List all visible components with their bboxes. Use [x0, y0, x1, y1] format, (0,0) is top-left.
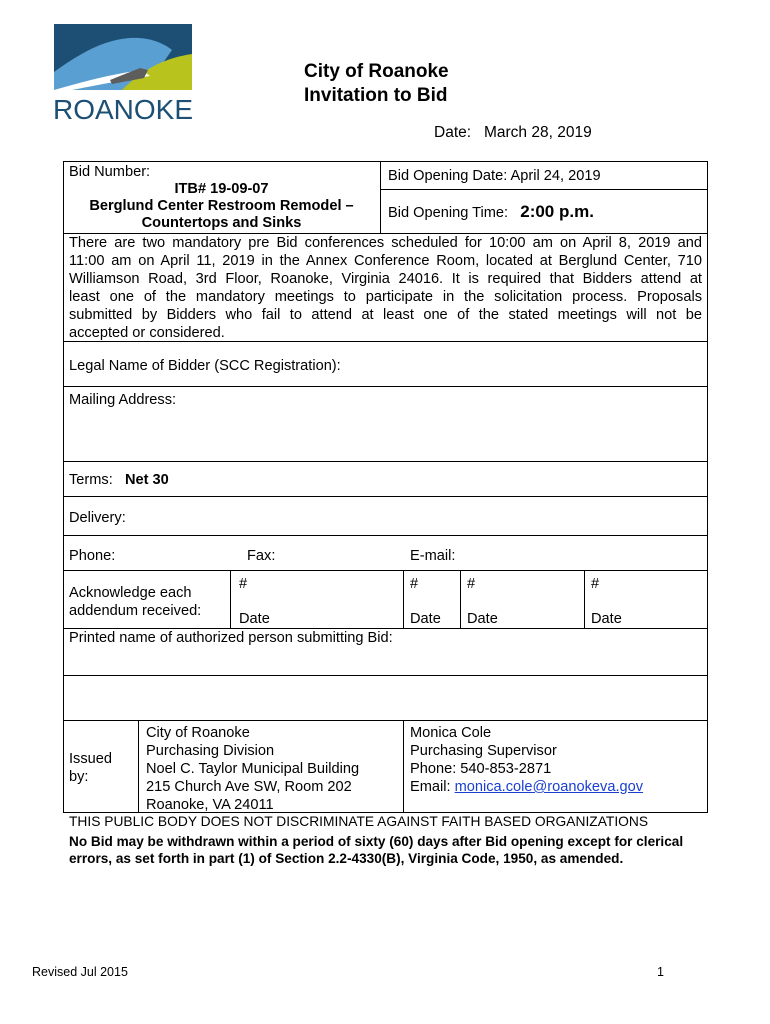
- bid-number-label: Bid Number:: [69, 164, 151, 180]
- conference-paragraph: [69, 234, 702, 342]
- bid-opening-time-value: 2:00 p.m.: [520, 202, 594, 221]
- conference-line: Williamson Road, 3rd Floor, Roanoke, Virginia 24016. It is required that Bidders attend at: [69, 271, 702, 287]
- contact-email-label: Email:: [410, 779, 451, 795]
- fax-field[interactable]: Fax:: [247, 548, 276, 564]
- addendum-number-field[interactable]: #: [591, 576, 600, 592]
- acknowledge-line-2: addendum received:: [69, 603, 202, 619]
- issued-line-2: by:: [69, 769, 89, 785]
- conference-line: least one of the mandatory meetings to participate in the solicitation process. Proposals: [69, 289, 702, 305]
- issued-by-label: [69, 750, 112, 786]
- issuer-address: [146, 724, 359, 814]
- addendum-number-field[interactable]: #: [239, 576, 248, 592]
- date-row: [434, 124, 592, 142]
- mailing-address-field[interactable]: Mailing Address:: [69, 392, 177, 408]
- addendum-date-field[interactable]: Date: [591, 611, 622, 627]
- bid-opening-time-row: [388, 203, 594, 222]
- issued-line-1: Issued: [69, 751, 112, 767]
- conference-line: accepted or considered.: [69, 325, 225, 341]
- contact-name: Monica Cole: [410, 725, 492, 741]
- delivery-field[interactable]: Delivery:: [69, 510, 126, 526]
- page-title: [304, 60, 449, 108]
- revision-date: Revised Jul 2015: [32, 965, 128, 979]
- title-line-2: Invitation to Bid: [304, 85, 448, 106]
- conference-line: 11:00 am on April 11, 2019 in the Annex Conference Room, located at Berglund Center, 710: [69, 253, 702, 269]
- conference-line: submitted by Bidders who fail to attend at least one of the stated meetings will not be: [69, 307, 702, 323]
- addendum-date-field[interactable]: Date: [467, 611, 498, 627]
- acknowledge-line-1: Acknowledge each: [69, 585, 192, 601]
- issuer-line: Roanoke, VA 24011: [146, 797, 274, 813]
- legal-name-field[interactable]: Legal Name of Bidder (SCC Registration):: [69, 358, 341, 374]
- issuer-line: City of Roanoke: [146, 725, 250, 741]
- bid-opening-time-label: Bid Opening Time:: [388, 205, 509, 221]
- phone-field[interactable]: Phone:: [69, 548, 116, 564]
- addendum-number-field[interactable]: #: [467, 576, 476, 592]
- title-line-1: City of Roanoke: [304, 61, 449, 82]
- contact-email-link[interactable]: monica.cole@roanokeva.gov: [454, 779, 644, 795]
- issuer-line: Noel C. Taylor Municipal Building: [146, 761, 360, 777]
- roanoke-logo: [52, 24, 194, 125]
- addendum-date-field[interactable]: Date: [239, 611, 270, 627]
- withdrawal-notice-line-1: No Bid may be withdrawn within a period of sixty (60) days after Bid opening except for clerical: [69, 834, 684, 849]
- contact-phone: Phone: 540-853-2871: [410, 761, 552, 777]
- issuer-line: 215 Church Ave SW, Room 202: [146, 779, 352, 795]
- date-value: March 28, 2019: [483, 124, 592, 141]
- withdrawal-notice-line-2: errors, as set forth in part (1) of Section 2.2-4330(B), Virginia Code, 1950, as amended.: [69, 851, 624, 866]
- issuer-line: Purchasing Division: [146, 743, 275, 759]
- bid-itb-number: ITB# 19-09-07: [174, 181, 269, 197]
- bid-project-line-2: Countertops and Sinks: [141, 215, 302, 231]
- terms-label: Terms:: [69, 472, 113, 488]
- date-label: Date:: [434, 124, 472, 141]
- bid-opening-date: Bid Opening Date: April 24, 2019: [388, 168, 601, 184]
- page-number: 1: [657, 965, 664, 979]
- logo-wordmark: ROANOKE: [52, 94, 194, 125]
- signature-box[interactable]: [64, 676, 707, 720]
- terms-row: [69, 471, 169, 489]
- non-discrimination-notice: THIS PUBLIC BODY DOES NOT DISCRIMINATE AGAINST FAITH BASED ORGANIZATIONS: [69, 814, 649, 829]
- printed-name-field[interactable]: Printed name of authorized person submitting Bid:: [69, 630, 393, 646]
- bid-project-line-1: Berglund Center Restroom Remodel –: [89, 198, 354, 214]
- acknowledge-label: [69, 584, 201, 620]
- conference-line: There are two mandatory pre Bid conferences scheduled for 10:00 am on April 8, 2019 and: [69, 235, 702, 251]
- terms-value: Net 30: [124, 472, 169, 488]
- email-field[interactable]: E-mail:: [410, 548, 456, 564]
- issuer-contact: [410, 724, 643, 796]
- addendum-date-field[interactable]: Date: [410, 611, 441, 627]
- contact-title: Purchasing Supervisor: [410, 743, 557, 759]
- addendum-number-field[interactable]: #: [410, 576, 419, 592]
- contact-email-row: [410, 778, 643, 796]
